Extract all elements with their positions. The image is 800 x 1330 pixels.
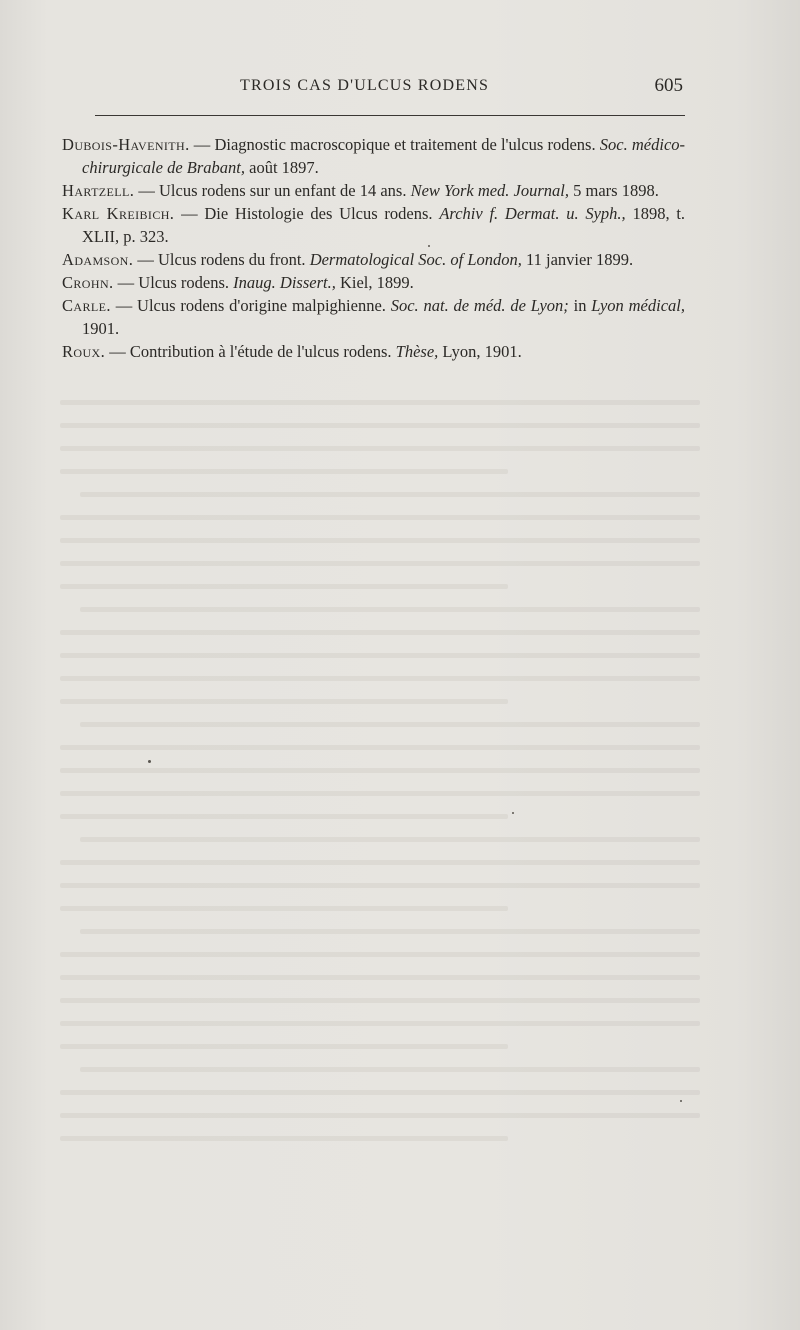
- paper-speck: [512, 812, 514, 814]
- bleed-through-texture: [60, 400, 700, 1180]
- entry-source: Thèse,: [395, 342, 439, 361]
- entry-author: Karl Kreibich.: [62, 204, 175, 223]
- entry-source: Dermatological Soc. of London,: [309, 250, 522, 269]
- page-number: 605: [654, 75, 683, 96]
- entry-source: New York med. Journal,: [410, 181, 570, 200]
- entry-author: Dubois-Haveniтh.: [62, 135, 190, 154]
- entry-author: Carle.: [62, 296, 111, 315]
- bibliography-entry: [62, 179, 685, 202]
- page-header: [95, 75, 685, 103]
- bibliography-entry: [62, 340, 685, 363]
- bibliography-entry: [62, 271, 685, 294]
- entry-source: Soc. nat. de méd. de Lyon;: [390, 296, 569, 315]
- entry-author: Crohn.: [62, 273, 114, 292]
- entry-author: Hartzell.: [62, 181, 135, 200]
- entry-title: — Ulcus rodens.: [117, 273, 230, 292]
- entry-title: — Ulcus rodens sur un enfant de 14 ans.: [138, 181, 407, 200]
- entry-details: in: [573, 296, 587, 315]
- bibliography-list: [62, 133, 685, 363]
- entry-author: Adamson.: [62, 250, 134, 269]
- entry-author: Roux.: [62, 342, 106, 361]
- entry-details: août 1897.: [249, 158, 319, 177]
- entry-source: Inaug. Dissert.,: [233, 273, 336, 292]
- entry-title: — Ulcus rodens d'origine malpighienne.: [115, 296, 386, 315]
- entry-details-secondary: 1901.: [82, 319, 120, 338]
- running-title: TROIS CAS D'ULCUS RODENS: [240, 77, 490, 94]
- entry-title: — Diagnostic macroscopique et traitement de l'ulcus rodens.: [193, 135, 596, 154]
- entry-details: 5 mars 1898.: [573, 181, 659, 200]
- entry-details: Lyon, 1901.: [442, 342, 522, 361]
- entry-details: Kiel, 1899.: [339, 273, 414, 292]
- entry-title: — Ulcus rodens du front.: [137, 250, 306, 269]
- entry-source: Archiv f. Dermat. u. Syph.,: [439, 204, 626, 223]
- entry-source-secondary: Lyon médical,: [591, 296, 685, 315]
- paper-speck: [148, 760, 151, 763]
- bibliography-entry: [62, 248, 685, 271]
- entry-details: 1898, t. XLII, p. 323.: [82, 204, 686, 246]
- entry-details: 11 janvier 1899.: [526, 250, 634, 269]
- header-rule: [95, 115, 685, 116]
- bibliography-entry: [62, 294, 685, 340]
- bibliography-entry: [62, 202, 685, 248]
- entry-source: Soc. médico-chirurgicale de Brabant,: [82, 135, 686, 177]
- entry-title: — Contribution à l'étude de l'ulcus rodens.: [109, 342, 392, 361]
- entry-title: — Die Histologie des Ulcus rodens.: [181, 204, 433, 223]
- paper-speck: [428, 245, 430, 247]
- bibliography-entry: [62, 133, 685, 179]
- paper-speck: [680, 1100, 682, 1102]
